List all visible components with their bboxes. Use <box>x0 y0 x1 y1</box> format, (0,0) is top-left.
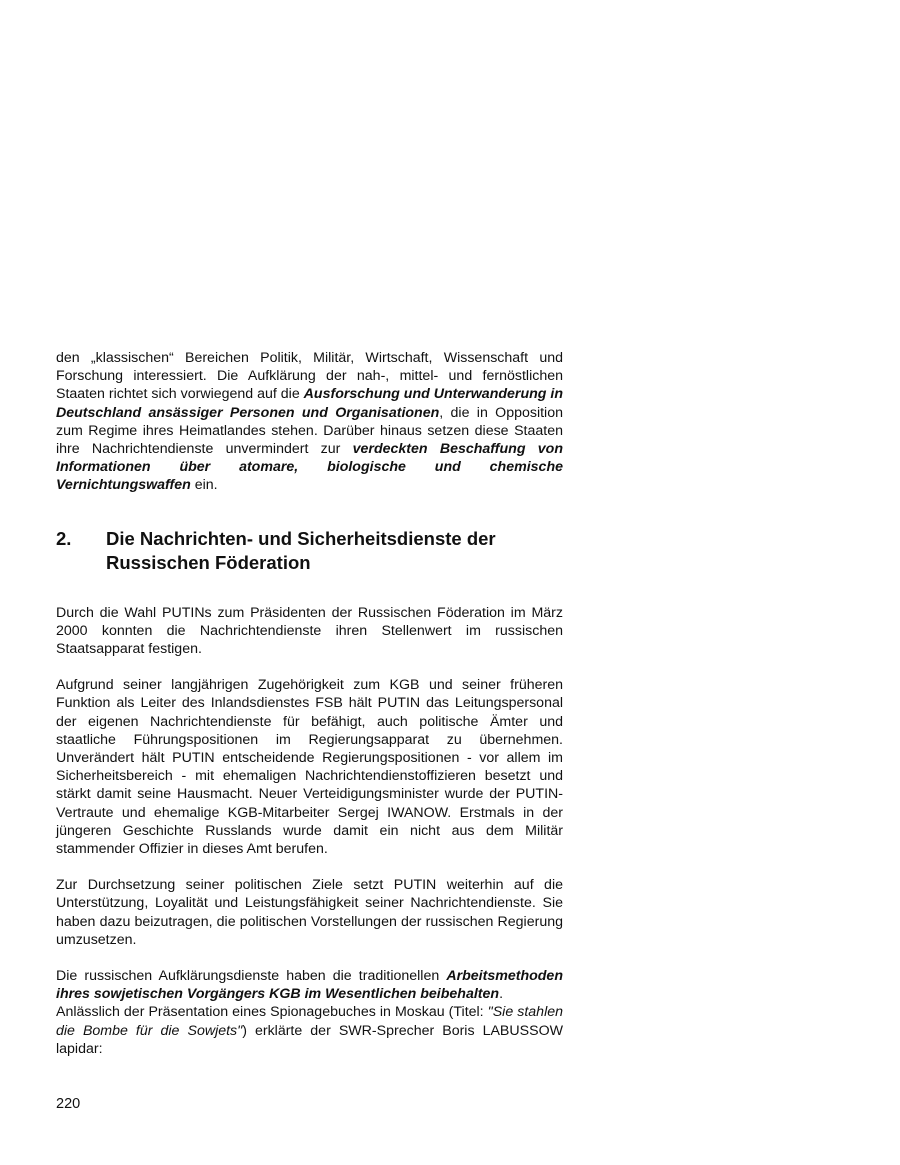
paragraph-4 <box>56 967 563 1058</box>
section-heading <box>56 527 563 575</box>
page-number: 220 <box>56 1096 81 1112</box>
intro-text-1: den „klassischen“ Bereichen Politik, Militär, Wirtschaft, Wissenschaft und Forschung interessiert. Die Aufklärung der nah-, mittel- und fernöstlichen Staaten richtet sich vorwiegend auf die <box>56 350 563 403</box>
section-number: 2. <box>56 527 72 549</box>
intro-emphasis-1: Ausforschung und Unterwanderung in Deutschland ansässiger Personen und Organisationen <box>56 386 563 421</box>
p4-text-1: Die russischen Aufklärungsdienste haben die traditionellen <box>56 968 447 985</box>
section-title: Die Nachrichten- und Sicherheitsdienste der Russischen Föderation <box>106 527 496 573</box>
intro-text-3: ein. <box>190 477 218 494</box>
paragraph-3: Zur Durchsetzung seiner politischen Ziele setzt PUTIN weiterhin auf die Unterstützung, Loyalität und Leistungsfähigkeit seiner Nachrichtendienste. Sie haben dazu beizutragen, die politischen Vorstellungen der russischen Regierung umzusetzen. <box>56 877 563 948</box>
p4-text-2: . <box>499 986 504 1003</box>
paragraph-2: Aufgrund seiner langjährigen Zugehörigkeit zum KGB und seiner früheren Funktion als Leiter des Inlandsdienstes FSB hält PUTIN das Leitungspersonal der eigenen Nachrichtendienste für befähigt, auch politische Ämter und staatliche Führungspositionen im Regierungsapparat zu übernehmen. Unverändert hält PUTIN entscheidende Regierungspositionen - vor allem im Sicherheitsbereich - mit ehemaligen Nachrichtendienstoffizieren besetzt und stärkt damit seine Hausmacht. Neuer Verteidigungsminister wurde der PUTIN-Vertraute und ehemalige KGB-Mitarbeiter Sergej IWANOW. Erstmals in der jüngeren Geschichte Russlands wurde damit ein nicht aus dem Militär stammender Offizier in dieses Amt berufen. <box>56 677 563 858</box>
p4-text-3: Anlässlich der Präsentation eines Spionagebuches in Moskau (Titel: <box>56 1004 488 1021</box>
p4-book-title: "Sie stahlen die Bombe für die Sowjets" <box>56 1004 564 1039</box>
p4-text-4: ) erklärte der SWR-Sprecher Boris LABUSSOW lapidar: <box>56 1022 563 1057</box>
paragraph-1: Durch die Wahl PUTINs zum Präsidenten der Russischen Föderation im März 2000 konnten die Nachrichtendienste ihren Stellenwert im russischen Staatsapparat festigen. <box>56 604 563 658</box>
intro-text-2: , die in Opposition zum Regime ihres Heimatlandes stehen. Darüber hinaus setzen diese Staaten ihre Nachrichtendienste unvermindert zur <box>56 404 563 458</box>
intro-emphasis-2: verdeckten Beschaffung von Informationen über atomare, biologische und chemische Vernichtungswaffen <box>56 441 563 494</box>
page-content <box>56 349 563 1058</box>
p4-emphasis-1: Arbeitsmethoden ihres sowjetischen Vorgängers KGB im Wesentlichen beibehalten <box>56 968 563 1003</box>
paragraph-intro <box>56 349 563 495</box>
